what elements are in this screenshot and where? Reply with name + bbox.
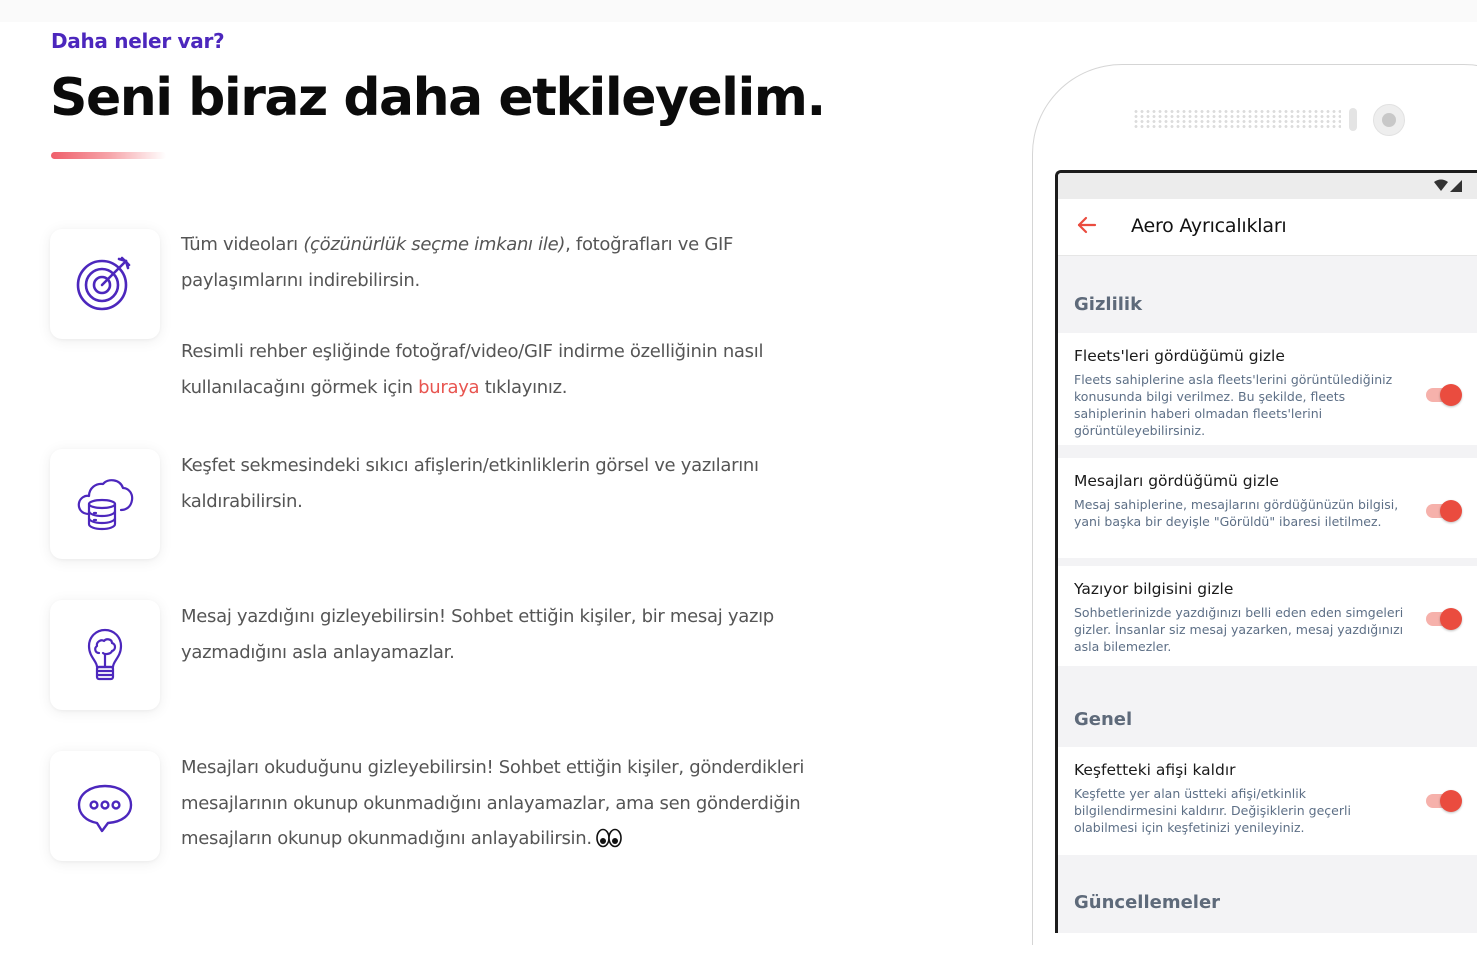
back-arrow-icon[interactable] [1076, 214, 1098, 236]
feature-text: Keşfet sekmesindeki sıkıcı afişlerin/etkinliklerin görsel ve yazılarını kaldırabilirsin. [181, 455, 759, 512]
setting-remove-banner[interactable] [1058, 747, 1477, 855]
title-underline [51, 152, 166, 159]
setting-hide-typing[interactable] [1058, 566, 1477, 666]
chat-bubble-icon [75, 776, 135, 836]
app-bar [1058, 199, 1477, 256]
target-icon [75, 254, 135, 314]
section-updates: Güncellemeler [1074, 892, 1221, 913]
feature-icon-card [50, 600, 160, 710]
phone-sensor [1349, 108, 1357, 131]
setting-title: Yazıyor bilgisini gizle [1074, 580, 1234, 598]
lightbulb-icon [75, 625, 135, 685]
top-strip [0, 0, 1477, 22]
setting-description: Mesaj sahiplerine, mesajlarını gördüğünüzün bilgisi, yani başka bir deyişle "Görüldü" ibaresi iletilmez. [1074, 497, 1399, 529]
page-title: Seni biraz daha etkileyelim. [50, 68, 825, 128]
toggle-switch[interactable] [1426, 501, 1462, 521]
wifi-signal-icon [1432, 179, 1464, 193]
setting-title: Mesajları gördüğümü gizle [1074, 472, 1279, 490]
status-bar [1058, 173, 1477, 199]
toggle-switch[interactable] [1426, 385, 1462, 405]
setting-title: Fleets'leri gördüğümü gizle [1074, 347, 1285, 365]
appbar-title: Aero Ayrıcalıkları [1131, 215, 1287, 237]
feature-text: Tüm videoları (çözünürlük seçme imkanı ile), fotoğrafları ve GIF paylaşımlarını indirebilirsin. [181, 234, 734, 291]
toggle-switch[interactable] [1426, 791, 1462, 811]
setting-description: Sohbetlerinizde yazdığınızı belli eden eden simgeleri gizler. İnsanlar siz mesaj yazarken, mesaj yazdığınızı asla bilemezler. [1074, 605, 1404, 654]
guide-link[interactable]: buraya [418, 376, 480, 398]
feature-text: Mesaj yazdığını gizleyebilirsin! Sohbet ettiğin kişiler, bir mesaj yazıp yazmadığını asla anlayamazlar. [181, 606, 774, 663]
section-eyebrow: Daha neler var? [51, 29, 225, 53]
phone-camera [1373, 104, 1405, 136]
phone-speaker [1133, 109, 1341, 129]
feature-icon-card [50, 229, 160, 339]
feature-icon-card [50, 449, 160, 559]
setting-hide-fleets[interactable] [1058, 333, 1477, 445]
cloud-database-icon [75, 474, 135, 534]
eyes-icon [596, 828, 622, 848]
toggle-switch[interactable] [1426, 609, 1462, 629]
setting-hide-seen[interactable] [1058, 458, 1477, 558]
section-privacy: Gizlilik [1074, 294, 1143, 315]
setting-title: Keşfetteki afişi kaldır [1074, 761, 1236, 779]
feature-guide-text: Resimli rehber eşliğinde fotoğraf/video/GIF indirme özelliğinin nasıl kullanılacağını görmek için buraya tıklayınız. [181, 341, 764, 398]
section-general: Genel [1074, 709, 1133, 730]
phone-screen [1055, 170, 1477, 933]
setting-description: Keşfette yer alan üstteki afişi/etkinlik bilgilendirmesini kaldırır. Değişiklerin geçerli olabilmesi için keşfetinizi yenileyiniz. [1074, 786, 1351, 835]
feature-icon-card [50, 751, 160, 861]
setting-description: Fleets sahiplerine asla fleets'lerini görüntülediğiniz konusunda bilgi verilmez. Bu şekilde, fleets sahiplerinin haberi olmadan fleets'lerini görüntüleyebilirsiniz. [1074, 372, 1393, 438]
feature-text: Mesajları okuduğunu gizleyebilirsin! Sohbet ettiğin kişiler, gönderdikleri mesajlarının okunup okunmadığını anlayamazlar, ama sen gönderdiğin mesajların okunup okunmadığını anlayabilirsin. [181, 757, 805, 849]
